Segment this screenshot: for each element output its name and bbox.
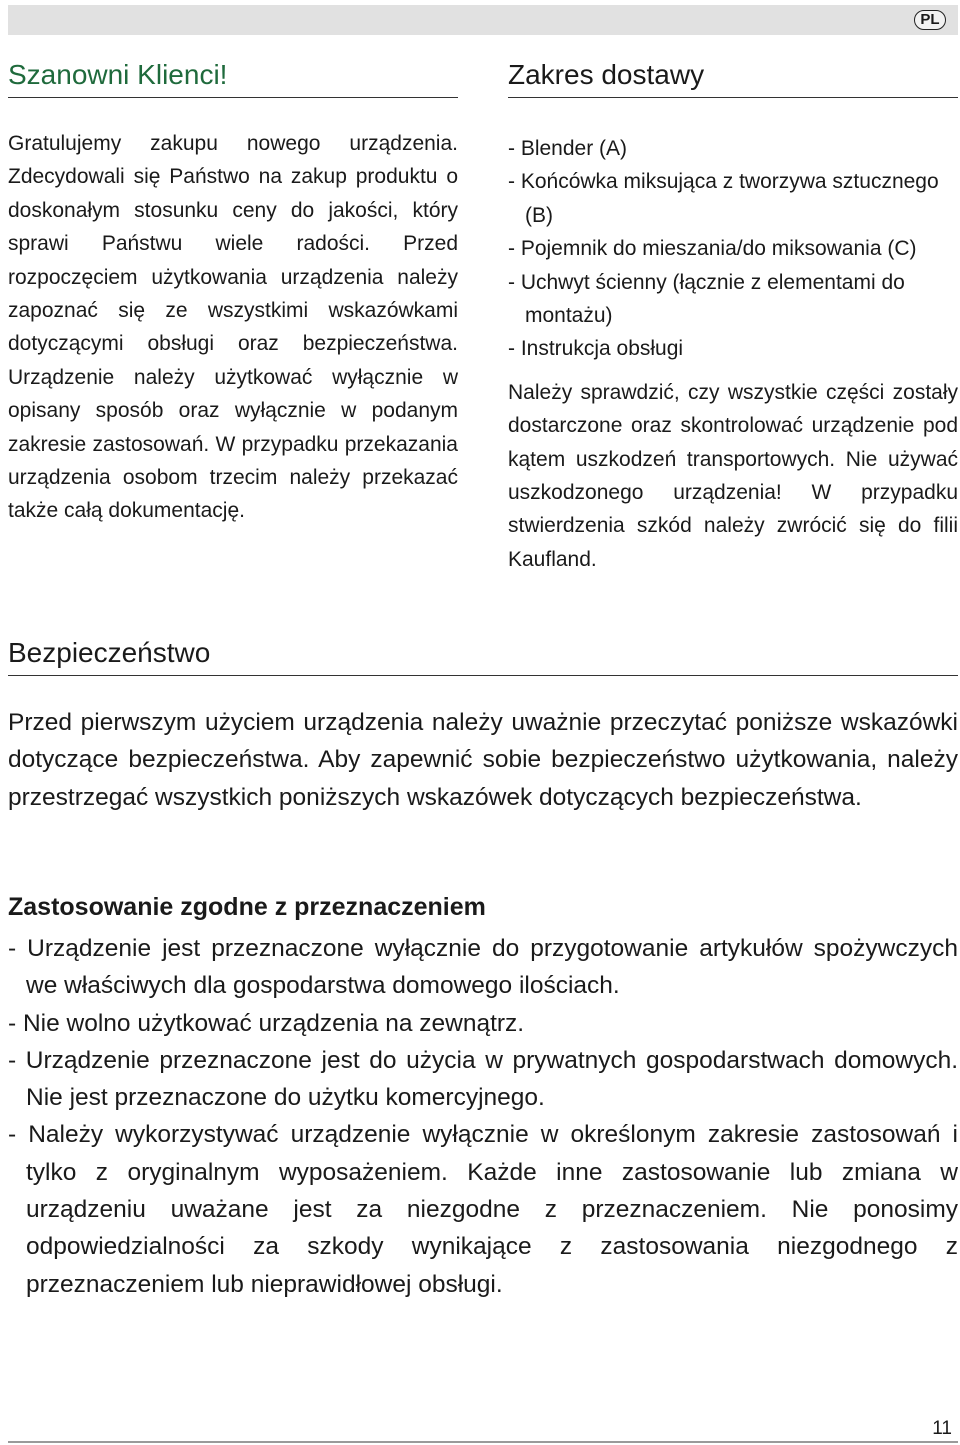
welcome-section [8,58,458,528]
delivery-heading: Zakres dostawy [508,58,958,98]
delivery-list [508,132,958,366]
delivery-note: Należy sprawdzić, czy wszystkie części zostały dostarczone oraz skontrolować urządzenie pod kątem uszkodzeń transportowych. Nie używać uszkodzonego urządzenia! W przypadku stwierdzenia szkód należy zwrócić się do filii Kaufland. [508,380,958,571]
language-badge: PL [914,10,946,30]
list-item: - Urządzenie przeznaczone jest do użycia w prywatnych gospodarstwach domowych. Nie jest przeznaczone do użytku komercyjnego. [8,1046,958,1112]
intended-use-heading: Zastosowanie zgodne z przeznaczeniem [8,893,486,921]
list-item: - Urządzenie jest przeznaczone wyłącznie do przygotowanie artykułów spożywczych we właściwych dla gospodarstwa domowego ilościach. [8,935,958,1000]
safety-paragraph: Przed pierwszym użyciem urządzenia należy uważnie przeczytać poniższe wskazówki dotyczące bezpieczeństwa. Aby zapewnić sobie bezpieczeństwo użytkowania, należy przestrzegać wszystkich poniższych wskazówek dotyczących bezpieczeństwa. [8,709,958,811]
list-item: - Końcówka miksująca z tworzywa sztucznego (B) [508,170,939,227]
list-item: - Uchwyt ścienny (łącznie z elementami do montażu) [508,270,905,328]
list-item: - Nie wolno użytkować urządzenia na zewnątrz. [8,1009,525,1037]
delivery-section [508,58,958,576]
intended-use-section [8,890,958,1303]
list-item: - Instrukcja obsługi [508,337,684,361]
safety-section [8,636,958,816]
intended-use-list [8,930,958,1303]
list-item: - Należy wykorzystywać urządzenie wyłącznie w określonym zakresie zastosowań i tylko z oryginalnym wyposażeniem. Każde inne zastosowanie lub zmiana w urządzeniu uważane jest za niezgodne z przeznaczeniem. Nie ponosimy odpowiedzialności za szkody wynikające z zastosowania niezgodnego z przeznaczeniem lub nieprawidłowej obsługi. [8,1121,958,1298]
safety-heading: Bezpieczeństwo [8,636,958,676]
page-number: 11 [932,1418,952,1439]
welcome-heading: Szanowni Klienci! [8,58,458,98]
welcome-paragraph: Gratulujemy zakupu nowego urządzenia. Zdecydowali się Państwo na zakup produktu o doskonałym stosunku ceny do jakości, który sprawi Państwu wiele radości. Przed rozpoczęciem użytkowania urządzenia należy zapoznać się ze wszystkimi wskazówkami dotyczącymi obsługi oraz bezpieczeństwa. Urządzenie należy użytkować wyłącznie w opisany sposób oraz wyłącznie w podanym zakresie zastosowań. W przypadku przekazania urządzenia osobom trzecim należy przekazać także całą dokumentację. [8,132,458,523]
list-item: - Pojemnik do mieszania/do miksowania (C) [508,237,917,261]
header-bar [8,5,958,35]
list-item: - Blender (A) [508,137,628,160]
bottom-divider [8,1441,958,1443]
